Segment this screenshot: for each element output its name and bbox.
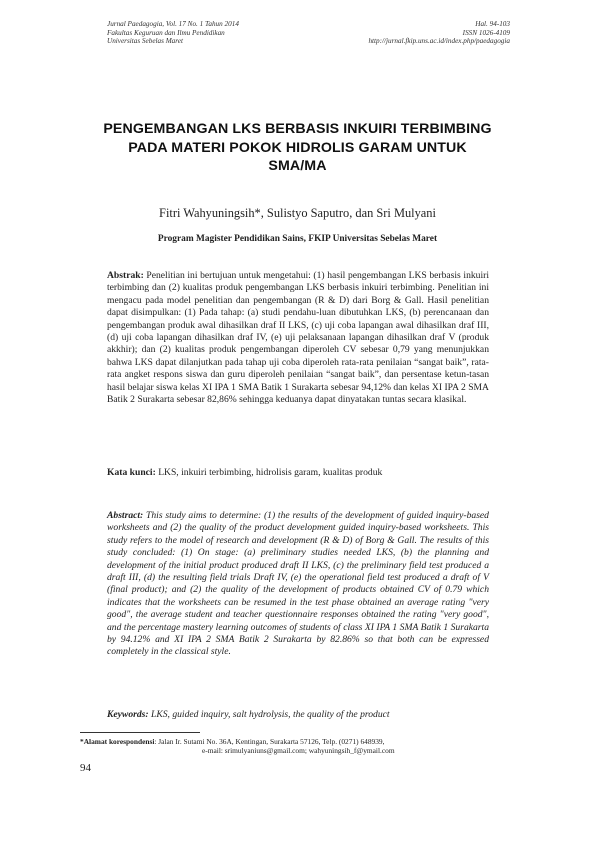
abstract-section [107,510,489,659]
journal-url[interactable]: http://jurnal.fkip.uns.ac.id/index.php/paedagogia [368,37,510,46]
footnote-email: e-mail: srimulyaniuns@gmail.com; wahyuningsih_f@ymail.com [202,746,395,756]
keywords-section [107,709,489,720]
university-name: Universitas Sebelas Maret [107,37,183,46]
abstrak-text: Penelitian ini bertujuan untuk mengetahui: (1) hasil pengembangan LKS berbasis inkuiri terbimbing dan (2) kualitas produk pengembangan LKS berbasis inkuiri terbimbing. Penelitian ini mengacu pada model penelitian dan pengembangan (R & D) dari Borg & Gall. Hasil penelitian dapat disimpulkan: (1) Pada tahap: (a) studi pendahu-luan dibutuhkan LKS, (b) perencanaan dan pengembangan produk awal dihasilkan draf II LKS, (c) uji coba lapangan awal dihasilkan draf III, (d) uji coba lapangan dihasilkan draf IV, (e) uji pelaksanaan lapangan dihasilkan draf V (produk akkhir); dan (2) kualitas produk pengembangan diperoleh CV sebesar 0,79 yang menunjukkan bahwa LKS dapat dilanjutkan pada tahap uji coba diperoleh rata-rata penilaian “sangat baik”, rata-rata angket respons siswa dan guru diperoleh penilaian “sangat baik”, dan persentase ketun-tasan hasil belajar siswa kelas XI IPA 1 SMA Batik 1 Surakarta sebesar 94,12% dan kelas XI IPA 2 SMA Batik 2 Surakarta sebesar 82,86% sehingga keduanya dapat dinyatakan tuntas secara klasikal. [107,270,489,406]
journal-name: Jurnal Paedagogia, Vol. 17 No. 1 Tahun 2014 [107,20,239,28]
abstract-text: This study aims to determine: (1) the results of the development of guided inquiry-based worksheets and (2) the quality of the product development guided inquiry-based worksheets. This study refers to the model of research and development (R & D) of Borg & Gall. The results of this study concluded: (1) On stage: (a) preliminary studies needed LKS, (b) the planning and development of the initial product produced draft II LKS, (c) the preliminary field test produced a draft III, (d) the resulting field trials Draft IV, (e) the operational field test produced a draft of V (final product); and (2) the quality of the development of products obtained CV of 0.79 which indicates that the worksheets can be resumed in the test phase obtained an average rating "very good", the average student and teacher questionnaire responses obtained the rating "very good", and the percentage mastery learning outcomes of students of class XI IPA 1 SMA Batik 1 Surakarta by 94.12% and XI IPA 2 SMA Batik 2 Surakarta by 82.86% so that both can be expressed completely in the classical style. [107,510,489,658]
keywords-text: LKS, guided inquiry, salt hydrolysis, the quality of the product [150,709,390,720]
affiliation: Program Magister Pendidikan Sains, FKIP Universitas Sebelas Maret [157,234,438,244]
abstrak-label: Abstrak: [107,270,144,281]
abstract-label: Abstract: [107,510,144,521]
footnote-address: : Jalan Ir. Sutami No. 36A, Kentingan, Surakarta 57126, Telp. (0271) 648939, [154,737,385,746]
issn: ISSN 1026-4109 [462,28,510,37]
footnote-divider [80,732,200,733]
keywords-label: Keywords: [107,709,149,720]
abstrak-section [107,270,489,406]
paper-title: PENGEMBANGAN LKS BERBASIS INKUIRI TERBIMBING PADA MATERI POKOK HIDROLIS GARAM UNTUK SMA/MA [103,121,492,174]
kata-kunci-section [107,467,489,478]
header-left [107,20,239,46]
author-list: Fitri Wahyuningsih*, Sulistyo Saputro, dan Sri Mulyani [159,206,436,220]
kata-kunci-label: Kata kunci: [107,467,156,478]
faculty-name: Fakultas Keguruan dan Ilmu Pendidikan [107,28,225,37]
footnote-label: *Alamat korespondensi [80,737,155,746]
page-number: 94 [80,762,91,774]
header-right [368,20,510,46]
page-range: Hal. 94-103 [475,20,510,28]
correspondence-footnote [80,737,520,756]
kata-kunci-text: LKS, inkuiri terbimbing, hidrolisis garam, kualitas produk [158,467,383,478]
